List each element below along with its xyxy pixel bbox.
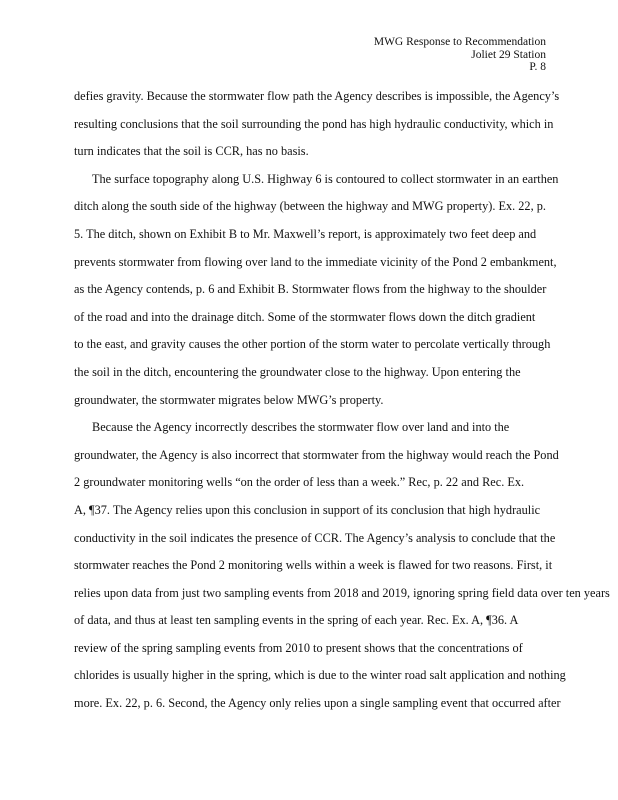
text-line: turn indicates that the soil is CCR, has no basis. (74, 144, 309, 159)
text-line: relies upon data from just two sampling events from 2018 and 2019, ignoring spring field data over ten years (74, 585, 610, 600)
text-line: defies gravity. Because the stormwater flow path the Agency describes is impossible, the Agency’s (74, 89, 560, 103)
text-line: The surface topography along U.S. Highway 6 is contoured to collect stormwater in an earthen (92, 171, 559, 186)
text-line: the soil in the ditch, encountering the groundwater close to the highway. Upon entering the (74, 364, 521, 379)
text-line: Because the Agency incorrectly describes the stormwater flow over land and into the (92, 420, 510, 435)
text-line: 5. The ditch, shown on Exhibit B to Mr. Maxwell’s report, is approximately two feet deep and (74, 226, 537, 241)
text-line: conductivity in the soil indicates the presence of CCR. The Agency’s analysis to conclude that the (74, 530, 556, 545)
header-station: Joliet 29 Station (471, 48, 546, 61)
text-line: prevents stormwater from flowing over land to the immediate vicinity of the Pond 2 embankment, (74, 254, 557, 269)
text-line: review of the spring sampling events from 2010 to present shows that the concentrations of (74, 640, 523, 655)
text-line: ditch along the south side of the highway (between the highway and MWG property). Ex. 22, p. (74, 199, 546, 214)
text-line: resulting conclusions that the soil surrounding the pond has high hydraulic conductivity, which in (74, 116, 554, 131)
text-line: more. Ex. 22, p. 6. Second, the Agency only relies upon a single sampling event that occurred after (74, 696, 561, 711)
page-number: P. 8 (529, 61, 546, 73)
text-line: of the road and into the drainage ditch. Some of the stormwater flows down the ditch gradient (74, 309, 536, 324)
text-line: chlorides is usually higher in the spring, which is due to the winter road salt application and nothing (74, 668, 566, 683)
text-line: of data, and thus at least ten sampling events in the spring of each year. Rec. Ex. A, ¶36. A (74, 613, 519, 628)
body-text (74, 87, 614, 722)
paragraph (74, 418, 614, 722)
paragraph (74, 170, 614, 418)
paragraph (74, 87, 614, 170)
text-line: groundwater, the Agency is also incorrect that stormwater from the highway would reach the Pond (74, 447, 559, 462)
text-line: 2 groundwater monitoring wells “on the order of less than a week.” Rec, p. 22 and Rec. Ex. (74, 475, 525, 490)
text-line: to the east, and gravity causes the other portion of the storm water to percolate vertically through (74, 337, 551, 352)
header-title: MWG Response to Recommendation (373, 36, 546, 48)
page-header (374, 36, 546, 74)
text-line: as the Agency contends, p. 6 and Exhibit B. Stormwater flows from the highway to the shoulder (74, 282, 547, 297)
text-line: groundwater, the stormwater migrates below MWG’s property. (74, 392, 384, 407)
text-line: A, ¶37. The Agency relies upon this conclusion in support of its conclusion that high hydraulic (74, 502, 541, 517)
text-line: stormwater reaches the Pond 2 monitoring wells within a week is flawed for two reasons. First, it (74, 558, 553, 573)
